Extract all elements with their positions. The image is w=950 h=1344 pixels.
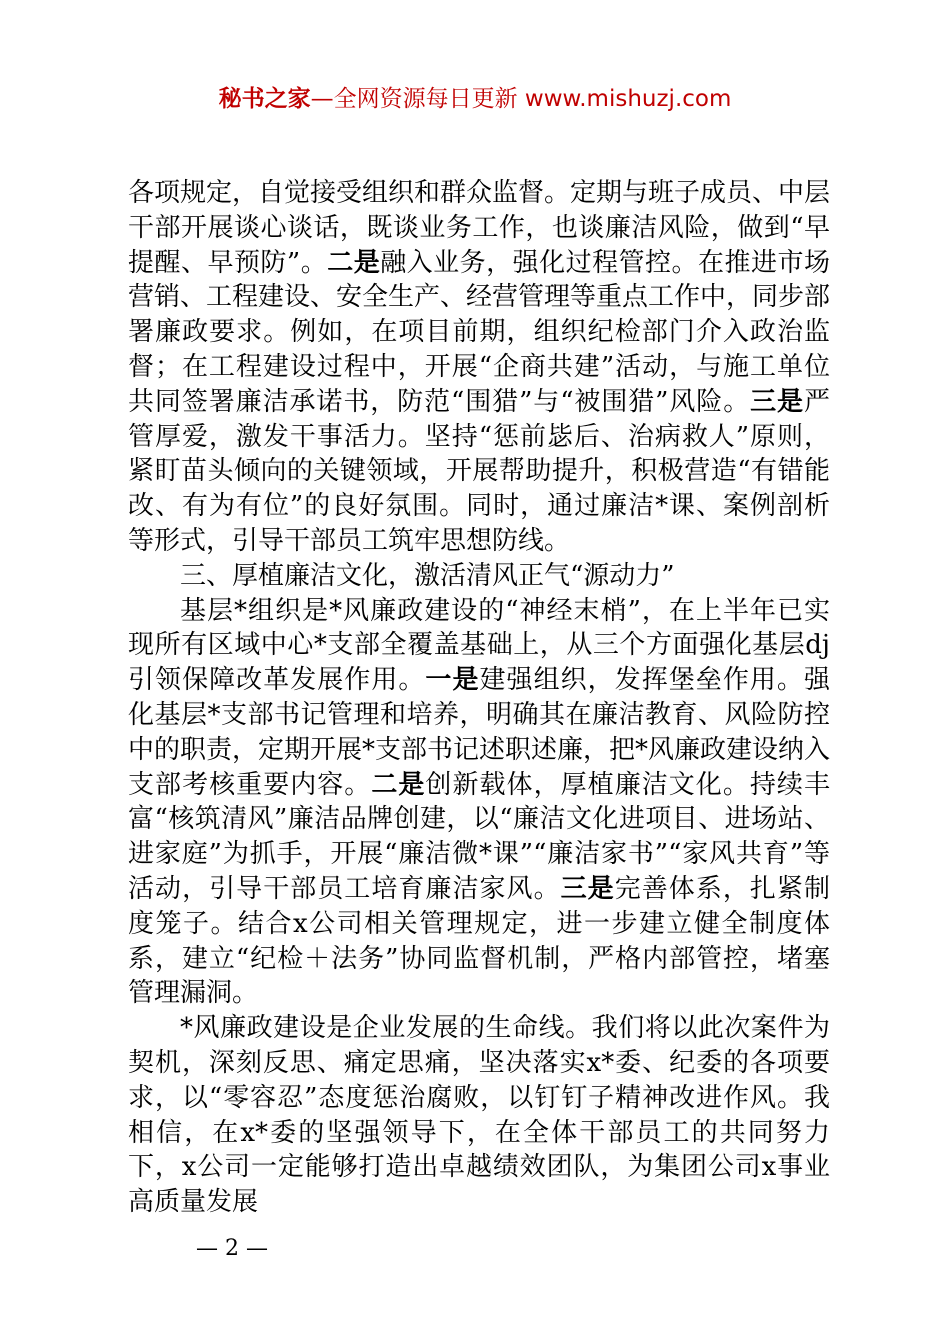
paragraph-emphasis: 三是 — [750, 386, 804, 417]
paragraph-emphasis: 一是 — [425, 665, 480, 696]
banner-dash: — — [310, 86, 334, 112]
paragraph-text: 创新载体，厚植廉洁文化。持续丰富“核筑清风”廉洁品牌创建，以“廉洁文化进项目、进场站、进家庭”为抓手，开展“廉洁微*课”“廉洁家书”“家风共育”等活动，引导干部员工培育廉洁家风。 — [128, 769, 830, 904]
page-number: — 2 — — [196, 1236, 268, 1261]
banner-slogan: 全网资源每日更新 — [333, 86, 525, 112]
body-paragraph — [128, 1011, 830, 1220]
banner-url[interactable]: www.mishuzj.com — [524, 86, 732, 112]
document-body — [128, 176, 830, 1220]
paragraph-text: 三、厚植廉洁文化，激活清风正气“源动力” — [180, 560, 675, 591]
site-banner — [0, 80, 950, 113]
paragraph-emphasis: 二是 — [327, 247, 381, 278]
paragraph-text: 融入业务，强化过程管控。在推进市场营销、工程建设、安全生产、经营管理等重点工作中，同步部署廉政要求。例如，在项目前期，组织纪检部门介入政治监督；在工程建设过程中，开展“企商共建”活动，与施工单位共同签署廉洁承诺书，防范“围猎”与“被围猎”风险。 — [128, 247, 831, 417]
paragraph-text: *风廉政建设是企业发展的生命线。我们将以此次案件为契机，深刻反思、痛定思痛，坚决落实x*委、纪委的各项要求，以“零容忍”态度惩治腐败，以钉钉子精神改进作风。我相信，在x*委的坚强领导下，在全体干部员工的共同努力下，x公司一定能够打造出卓越绩效团队，为集团公司x事业高质量发展 — [128, 1013, 830, 1218]
paragraph-text: 完善体系，扎紧制度笼子。结合x公司相关管理规定，进一步建立健全制度体系，建立“纪检＋法务”协同监督机制，严格内部管控，堵塞管理漏洞。 — [128, 873, 830, 1009]
paragraph-emphasis: 三是 — [560, 873, 615, 904]
banner-brand: 秘书之家 — [218, 86, 311, 112]
paragraph-text: 基层*组织是*风廉政建设的“神经末梢”，在上半年已实现所有区域中心*支部全覆盖基础上，从三个方面强化基层dj引领保障改革发展作用。 — [128, 595, 830, 696]
paragraph-text: 建强组织，发挥堡垒作用。强化基层*支部书记管理和培养，明确其在廉洁教育、风险防控中的职责，定期开展*支部书记述职述廉，把*风廉政建设纳入支部考核重要内容。 — [128, 665, 831, 800]
paragraph-emphasis: 二是 — [371, 769, 426, 800]
body-paragraph — [128, 176, 830, 559]
body-paragraph — [128, 594, 830, 1012]
paragraph-text: 各项规定，自觉接受组织和群众监督。定期与班子成员、中层干部开展谈心谈话，既谈业务工作，也谈廉洁风险，做到“早提醒、早预防”。 — [128, 178, 831, 278]
body-paragraph — [128, 559, 830, 594]
paragraph-text: 严管厚爱，激发干事活力。坚持“惩前毖后、治病救人”原则，紧盯苗头倾向的关键领域，开展帮助提升，积极营造“有错能改、有为有位”的良好氛围。同时，通过廉洁*课、案例剖析等形式，引导干部员工筑牢思想防线。 — [128, 386, 830, 556]
